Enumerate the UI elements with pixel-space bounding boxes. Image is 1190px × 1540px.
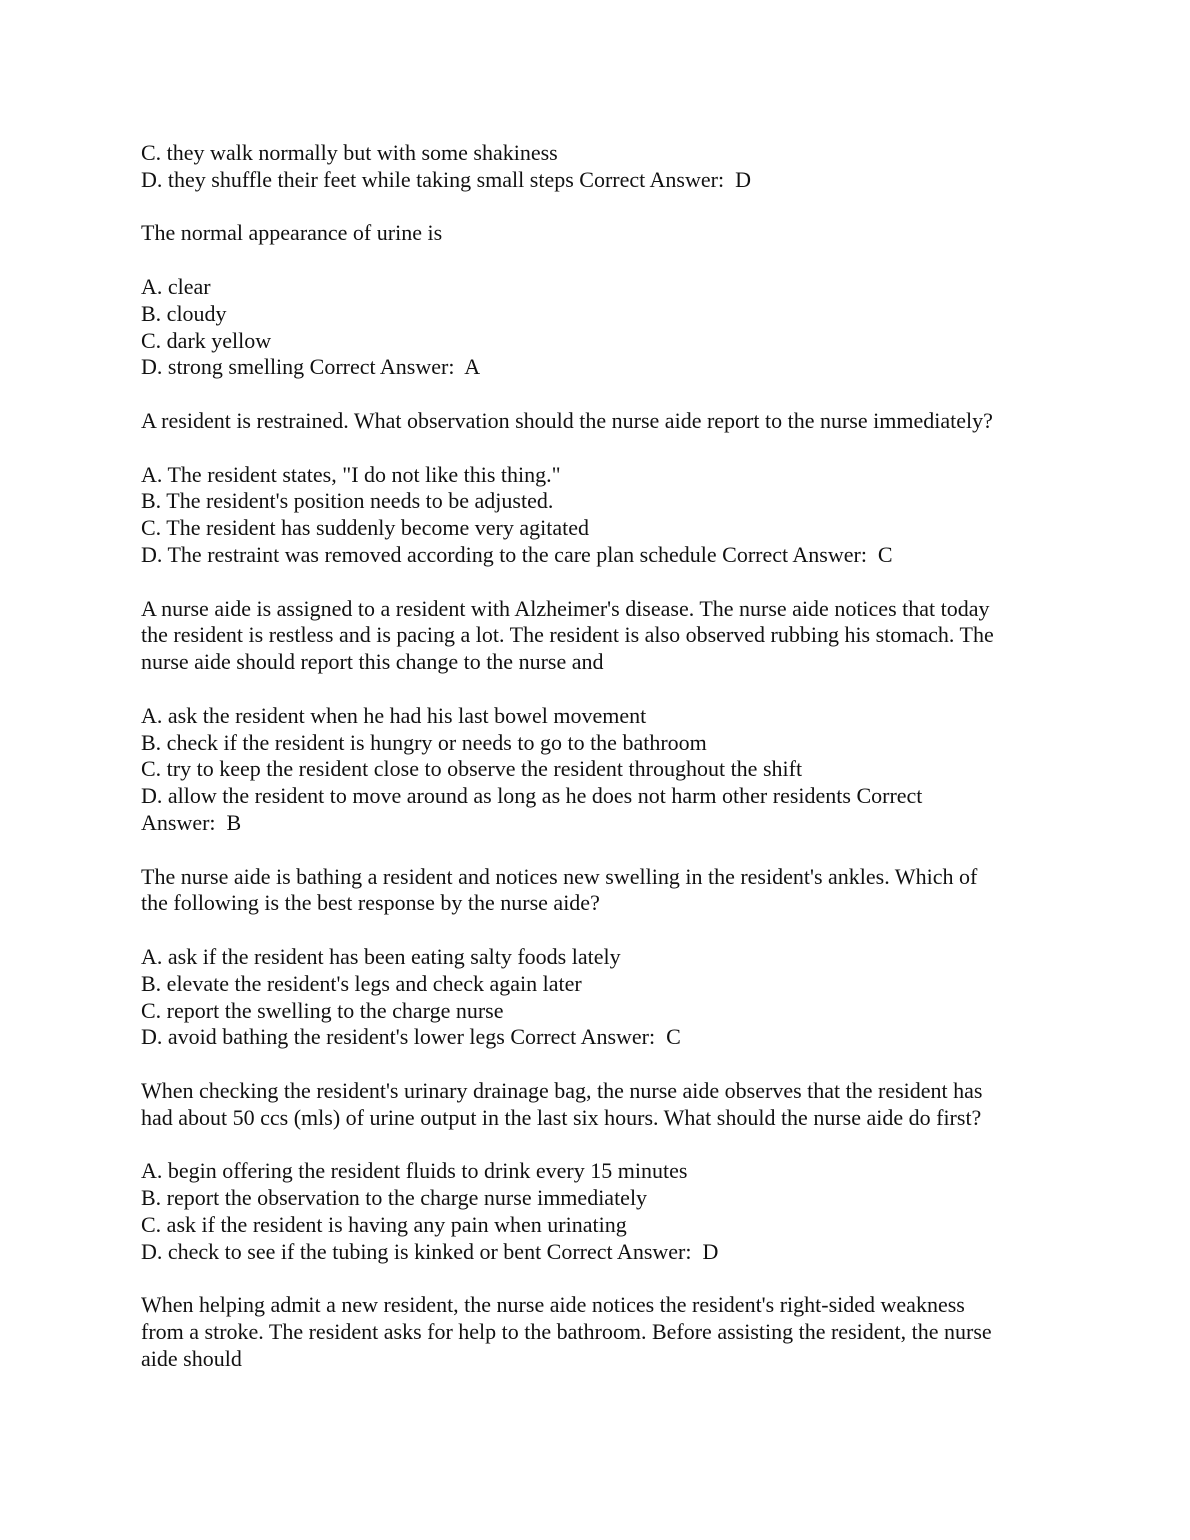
document-page xyxy=(141,140,1061,1373)
answer-option: A. ask if the resident has been eating salty foods lately xyxy=(141,943,621,969)
answer-option: A. The resident states, "I do not like this thing." xyxy=(141,461,561,487)
answer-option: B. check if the resident is hungry or needs to go to the bathroom xyxy=(141,729,707,755)
question-block xyxy=(141,1078,1061,1266)
answer-option: C. report the swelling to the charge nurse xyxy=(141,997,504,1023)
question-text: the resident is restless and is pacing a lot. The resident is also observed rubbing his stomach. The xyxy=(141,622,994,648)
answer-option: A. clear xyxy=(141,273,211,299)
answer-option: B. report the observation to the charge nurse immediately xyxy=(141,1185,648,1211)
answer-option: C. try to keep the resident close to observe the resident throughout the shift xyxy=(141,756,803,782)
question-text: the following is the best response by the nurse aide? xyxy=(141,890,600,916)
question-block xyxy=(141,864,1061,1052)
answer-option: D. avoid bathing the resident's lower legs Correct Answer: C xyxy=(141,1024,681,1050)
question-text: aide should xyxy=(141,1345,242,1371)
question-text: When helping admit a new resident, the nurse aide notices the resident's right-sided weakness xyxy=(141,1292,965,1318)
answer-option: A. ask the resident when he had his last bowel movement xyxy=(141,702,647,728)
answer-option: D. check to see if the tubing is kinked or bent Correct Answer: D xyxy=(141,1238,719,1264)
question-block xyxy=(141,408,1061,569)
answer-option: C. they walk normally but with some shakiness xyxy=(141,140,558,165)
answer-option: C. dark yellow xyxy=(141,327,272,353)
answer-option: C. ask if the resident is having any pain when urinating xyxy=(141,1211,627,1237)
question-text: The normal appearance of urine is xyxy=(141,220,443,246)
question-text: A nurse aide is assigned to a resident with Alzheimer's disease. The nurse aide notices that today xyxy=(141,595,990,621)
question-text: had about 50 ccs (mls) of urine output in the last six hours. What should the nurse aide do first? xyxy=(141,1104,982,1130)
answer-option: D. allow the resident to move around as long as he does not harm other residents Correct xyxy=(141,783,923,809)
question-text: When checking the resident's urinary drainage bag, the nurse aide observes that the resident has xyxy=(141,1077,983,1103)
answer-option: B. elevate the resident's legs and check again later xyxy=(141,970,582,996)
answer-option: B. cloudy xyxy=(141,300,227,326)
question-text: from a stroke. The resident asks for help to the bathroom. Before assisting the resident, the nurse xyxy=(141,1319,992,1345)
answer-option: A. begin offering the resident fluids to drink every 15 minutes xyxy=(141,1158,688,1184)
question-text: nurse aide should report this change to the nurse and xyxy=(141,649,604,675)
question-block xyxy=(141,596,1061,837)
answer-option: D. The restraint was removed according to the care plan schedule Correct Answer: C xyxy=(141,541,893,567)
question-block xyxy=(141,1292,1061,1372)
question-text: The nurse aide is bathing a resident and notices new swelling in the resident's ankles. Which of xyxy=(141,863,978,889)
answer-option: Answer: B xyxy=(141,809,242,835)
answer-option: D. strong smelling Correct Answer: A xyxy=(141,354,481,380)
lead-in-options xyxy=(141,140,1061,194)
question-text: A resident is restrained. What observation should the nurse aide report to the nurse immediately? xyxy=(141,407,993,433)
answer-option: C. The resident has suddenly become very agitated xyxy=(141,515,590,541)
answer-option: B. The resident's position needs to be adjusted. xyxy=(141,488,554,514)
answer-option: D. they shuffle their feet while taking small steps Correct Answer: D xyxy=(141,166,751,192)
question-block xyxy=(141,220,1061,381)
